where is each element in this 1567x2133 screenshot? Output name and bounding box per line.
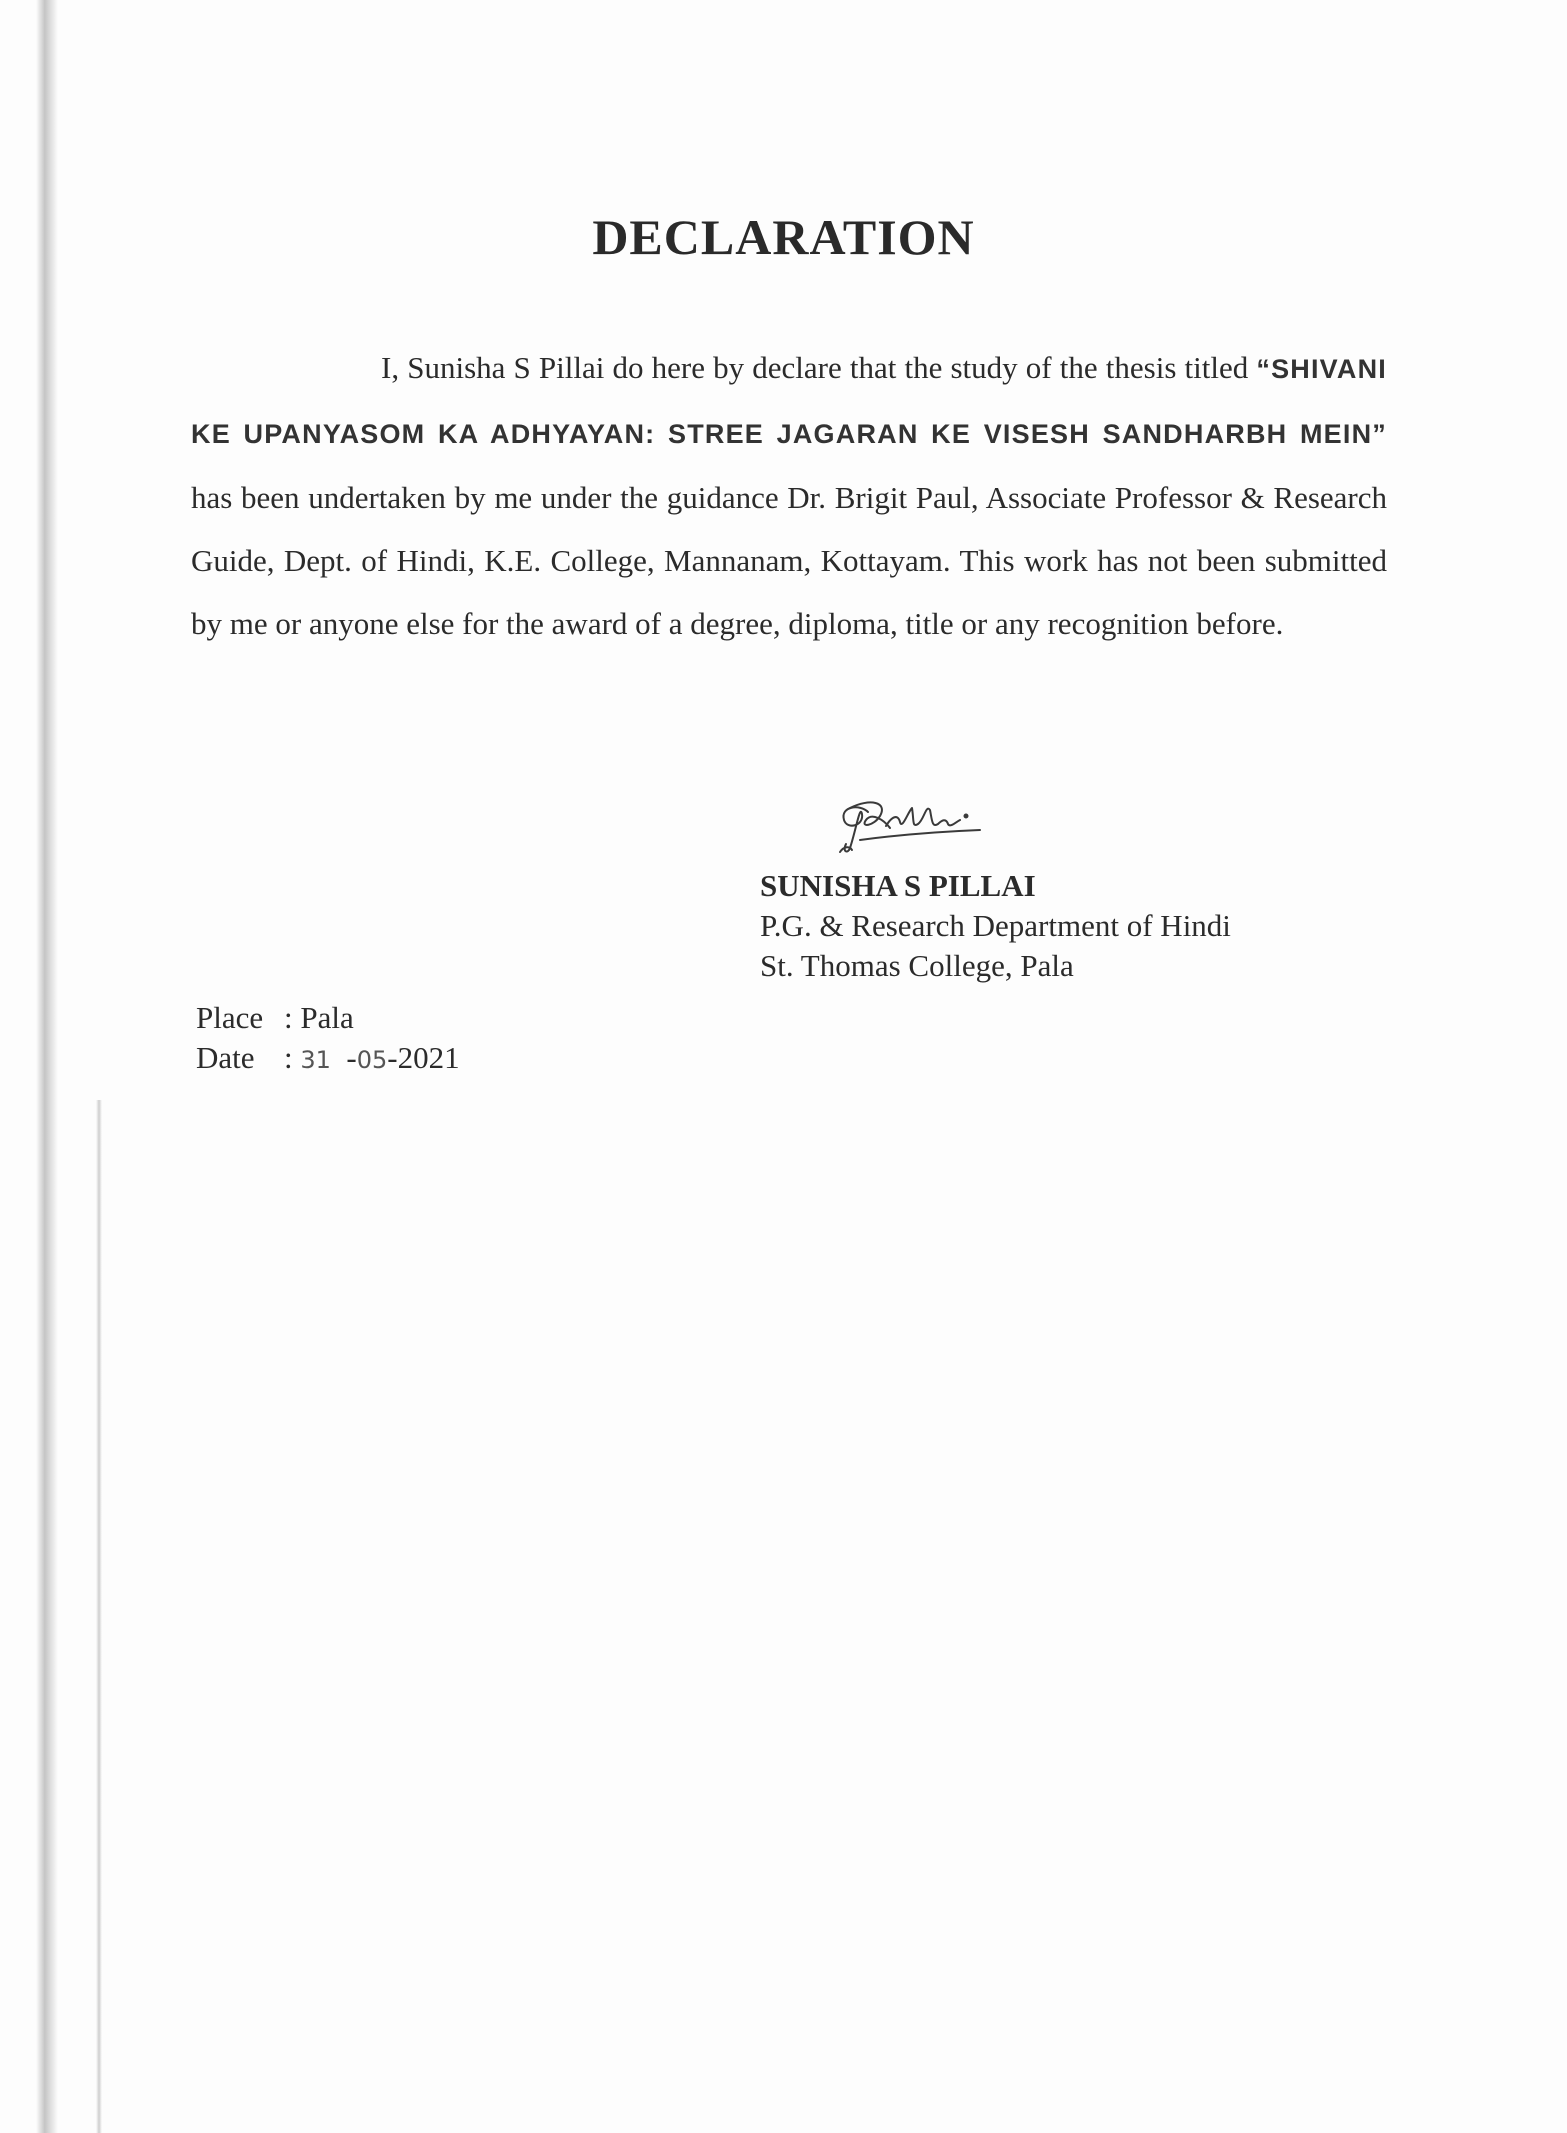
place-separator: : <box>284 1000 293 1035</box>
thesis-title: “SHIVANI KE UPANYASOM KA ADHYAYAN: STREE JAGARAN KE VISESH SANDHARBH MEIN” <box>191 354 1387 449</box>
page-title: DECLARATION <box>592 209 975 265</box>
handwritten-signature <box>820 790 990 860</box>
place-label: Place <box>196 1000 264 1035</box>
signatory-department: P.G. & Research Department of Hindi <box>760 908 1231 943</box>
date-label: Date <box>196 1040 255 1075</box>
scan-shadow <box>36 0 58 2133</box>
scan-shadow-secondary <box>96 1100 102 2133</box>
place-row <box>196 998 460 1038</box>
declaration-intro: I, Sunisha S Pillai do here by declare that the study of the thesis titled <box>381 350 1257 385</box>
date-separator: : <box>284 1040 293 1075</box>
declaration-rest: has been undertaken by me under the guidance Dr. Brigit Paul, Associate Professor & Research Guide, Dept. of Hindi, K.E. College, Mannanam, Kottayam. This work has not been submitted by me or anyone else for the award of a degree, diploma, title or any recognition before. <box>191 480 1387 641</box>
date-year: -2021 <box>387 1040 460 1075</box>
date-day: 31 <box>300 1046 331 1074</box>
declaration-paragraph <box>191 336 1387 655</box>
signatory-name: SUNISHA S PILLAI <box>760 868 1036 903</box>
date-row: Date : 31 -05-2021 <box>196 1038 460 1080</box>
signatory-block <box>760 866 1231 986</box>
place-value: Pala <box>300 1000 354 1035</box>
signatory-college: St. Thomas College, Pala <box>760 948 1074 983</box>
date-month: 05 <box>356 1046 388 1074</box>
place-date-block <box>196 998 460 1080</box>
